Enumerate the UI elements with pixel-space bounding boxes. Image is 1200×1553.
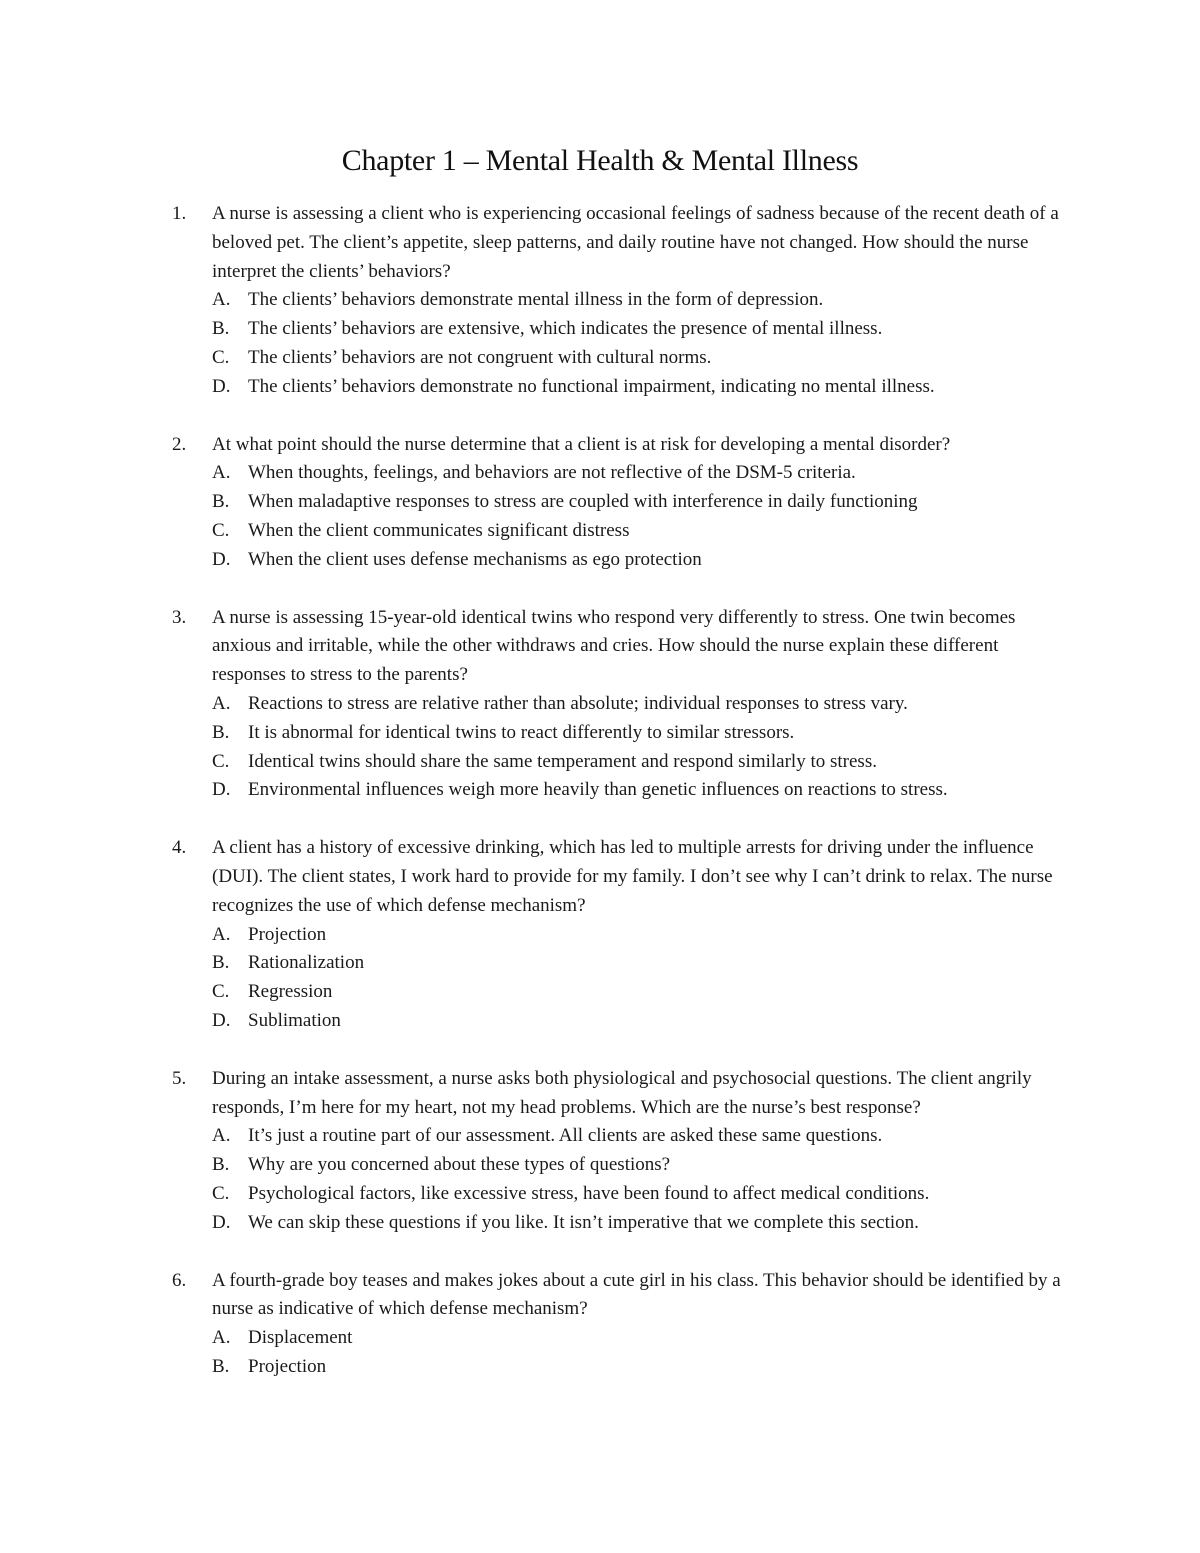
option-letter: B.	[212, 491, 230, 513]
answer-option	[212, 1151, 1072, 1180]
option-text: The clients’ behaviors are not congruent with cultural norms.	[248, 346, 712, 368]
option-text: When thoughts, feelings, and behaviors are not reflective of the DSM-5 criteria.	[248, 462, 856, 484]
question-item	[172, 834, 1072, 1036]
question-text: During an intake assessment, a nurse asks both physiological and psychosocial questions. The client angrily responds, I’m here for my heart, not my head problems. Which are the nurse’s best response?	[212, 1067, 1032, 1118]
question-item	[172, 1267, 1072, 1382]
question-item	[172, 200, 1072, 402]
answer-option	[212, 1122, 1072, 1151]
option-text: The clients’ behaviors demonstrate no functional impairment, indicating no mental illness.	[248, 375, 935, 397]
answer-option	[212, 748, 1072, 777]
option-text: Reactions to stress are relative rather than absolute; individual responses to stress vary.	[248, 692, 908, 714]
question-number: 2.	[172, 433, 187, 455]
option-letter: C.	[212, 519, 230, 541]
answer-option	[212, 719, 1072, 748]
answer-option	[212, 921, 1072, 950]
option-text: Displacement	[248, 1327, 353, 1349]
option-text: Regression	[248, 981, 333, 1003]
question-text: A nurse is assessing a client who is experiencing occasional feelings of sadness because of the recent death of a beloved pet. The client’s appetite, sleep patterns, and daily routine have not changed. How should the nurse interpret the clients’ behaviors?	[212, 203, 1059, 282]
question-number: 4.	[172, 837, 187, 859]
answer-option	[212, 459, 1072, 488]
option-text: Projection	[248, 1355, 327, 1377]
answer-options	[212, 921, 1072, 1036]
option-letter: C.	[212, 750, 230, 772]
question-list	[172, 200, 1072, 1411]
option-letter: D.	[212, 548, 231, 570]
answer-option	[212, 1007, 1072, 1036]
question-text: A fourth-grade boy teases and makes jokes about a cute girl in his class. This behavior should be identified by a nurse as indicative of which defense mechanism?	[212, 1269, 1061, 1320]
option-text: It is abnormal for identical twins to react differently to similar stressors.	[248, 721, 795, 743]
option-text: Sublimation	[248, 1009, 341, 1031]
answer-option	[212, 949, 1072, 978]
question-number: 3.	[172, 606, 187, 628]
answer-option	[212, 315, 1072, 344]
answer-option	[212, 776, 1072, 805]
option-text: We can skip these questions if you like. It isn’t imperative that we complete this section.	[248, 1211, 919, 1233]
question-text: A nurse is assessing 15-year-old identical twins who respond very differently to stress. One twin becomes anxious and irritable, while the other withdraws and cries. How should the nurse explain these different responses to stress to the parents?	[212, 606, 1016, 686]
option-text: Rationalization	[248, 952, 365, 974]
answer-option	[212, 546, 1072, 575]
page-title: Chapter 1 – Mental Health & Mental Illness	[341, 144, 859, 177]
option-letter: A.	[212, 289, 231, 311]
option-letter: C.	[212, 346, 230, 368]
question-item	[172, 431, 1072, 575]
option-letter: C.	[212, 981, 230, 1003]
option-text: Environmental influences weigh more heavily than genetic influences on reactions to stress.	[248, 779, 948, 801]
option-letter: B.	[212, 952, 230, 974]
option-letter: A.	[212, 692, 231, 714]
option-letter: D.	[212, 375, 231, 397]
option-text: The clients’ behaviors are extensive, which indicates the presence of mental illness.	[248, 318, 883, 340]
answer-options	[212, 286, 1072, 401]
question-number: 1.	[172, 203, 187, 224]
option-letter: D.	[212, 1009, 231, 1031]
option-letter: A.	[212, 462, 231, 484]
option-text: When the client uses defense mechanisms as ego protection	[248, 548, 702, 570]
option-text: When the client communicates significant distress	[248, 519, 630, 541]
question-text: At what point should the nurse determine that a client is at risk for developing a mental disorder?	[212, 433, 951, 455]
option-text: Psychological factors, like excessive stress, have been found to affect medical conditions.	[248, 1182, 930, 1204]
option-letter: C.	[212, 1182, 230, 1204]
option-text: Why are you concerned about these types of questions?	[248, 1154, 671, 1176]
answer-option	[212, 488, 1072, 517]
answer-options	[212, 1324, 1072, 1382]
question-number: 6.	[172, 1269, 187, 1291]
answer-option	[212, 517, 1072, 546]
answer-option	[212, 1353, 1072, 1382]
answer-options	[212, 459, 1072, 574]
answer-option	[212, 1324, 1072, 1353]
question-item	[172, 604, 1072, 806]
option-text: Projection	[248, 923, 327, 945]
option-text: Identical twins should share the same temperament and respond similarly to stress.	[248, 750, 877, 772]
question-number: 5.	[172, 1067, 187, 1089]
option-letter: B.	[212, 1154, 230, 1176]
answer-option	[212, 344, 1072, 373]
answer-options	[212, 1122, 1072, 1237]
answer-option	[212, 1209, 1072, 1238]
option-text: The clients’ behaviors demonstrate mental illness in the form of depression.	[248, 289, 824, 311]
option-letter: A.	[212, 923, 231, 945]
answer-option	[212, 1180, 1072, 1209]
answer-option	[212, 286, 1072, 315]
answer-option	[212, 978, 1072, 1007]
option-text: It’s just a routine part of our assessment. All clients are asked these same questions.	[248, 1125, 883, 1147]
answer-option	[212, 690, 1072, 719]
option-letter: D.	[212, 779, 231, 801]
option-letter: A.	[212, 1125, 231, 1147]
question-item	[172, 1065, 1072, 1238]
option-letter: B.	[212, 721, 230, 743]
option-text: When maladaptive responses to stress are coupled with interference in daily functioning	[248, 491, 918, 513]
answer-option	[212, 373, 1072, 402]
option-letter: B.	[212, 1355, 230, 1377]
answer-options	[212, 690, 1072, 805]
option-letter: B.	[212, 318, 230, 340]
option-letter: A.	[212, 1327, 231, 1349]
question-text: A client has a history of excessive drinking, which has led to multiple arrests for driving under the influence (DUI). The client states, I work hard to provide for my family. I don’t see why I can’t drink to relax. The nurse recognizes the use of which defense mechanism?	[212, 837, 1053, 916]
option-letter: D.	[212, 1211, 231, 1233]
